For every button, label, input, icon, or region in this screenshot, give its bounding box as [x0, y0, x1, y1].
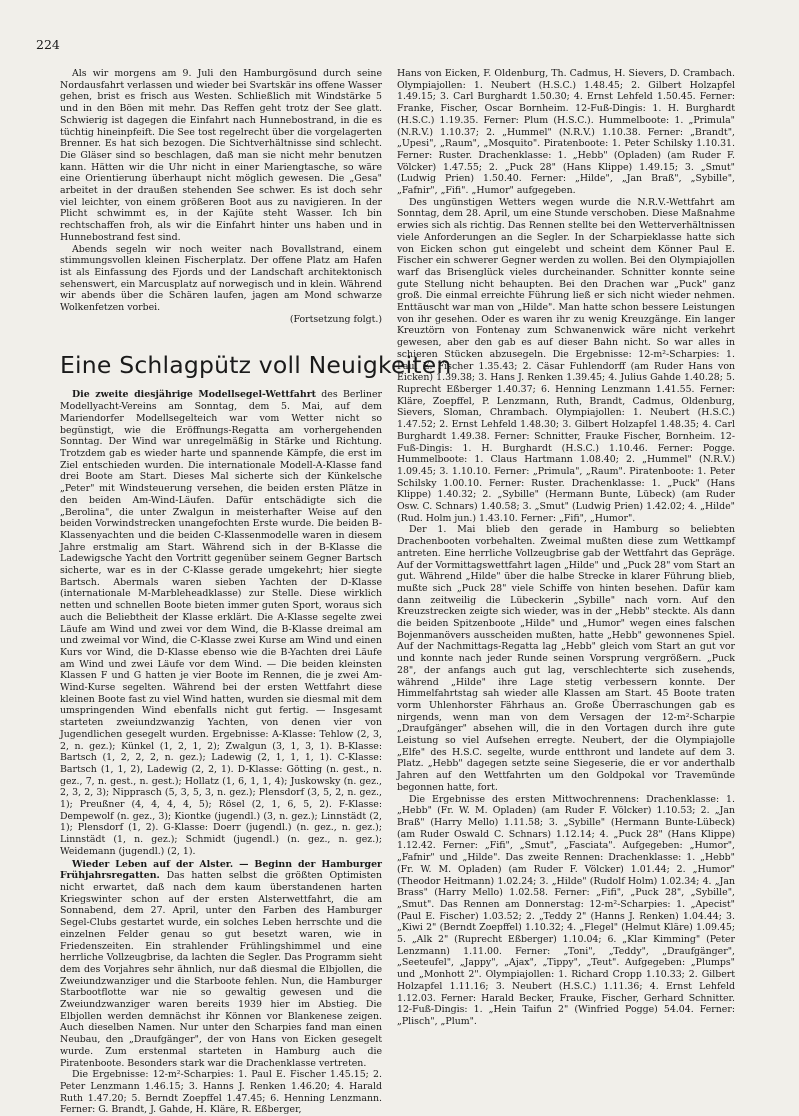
results-paragraph: Die Ergebnisse: 12-m²-Scharpies: 1. Paul E. Fischer 1.45.15; 2. Peter Lenzmann 1.46.15; 3. Hanns J. Renken 1.46.20; 4. Harald Ruth 1.47.20; 5. Berndt Zoepffel 1.47.45; 6. Henning Lenzmann. Ferner: G. Brandt, J. Gahde, H. Kläre, R. Eßberger, — [60, 1069, 382, 1116]
article-body: des Berliner Modellyacht-Vereins am Sonntag, dem 5. Mai, auf dem Mariendorfer Modellsegelteich war vom Wetter nicht so begünstigt, wie die Eröffnungs-Regatta am vorhergehenden Sonntag. Der Wind war unregelmäßig in Stärke und Richtung. Trotzdem gab es wieder harte und spannende Kämpfe, die erst im Ziel entschieden wurden. Die internationale Modell-A-Klasse fand drei Boote am Start. Dieses Mal sicherte sich der Künkelsche „Peter" mit Windsteuerung versehen, die beiden ersten Plätze in den beiden Am-Wind-Läufen. Dafür entschädigte sich die „Berolina", die unter Zwalgun in meisterhafter Weise auf den beiden Vorwindstrecken unangefochten Erste wurde. Die beiden B-Klassenyachten und die beiden C-Klassenmodelle waren in diesem Jahre erstmalig am Start. Während sich in der B-Klasse die Ladewigsche Yacht den Vortritt gegenüber seinem Gegner Bartsch sicherte, war es in der C-Klasse gerade umgekehrt; hier siegte Bartsch. Abermals waren sieben Yachten der D-Klasse (internationale M-Marbleheadklasse) zur Stelle. Diese wirklich netten und schnellen Boote bieten immer guten Sport, woraus sich auch die Beliebtheit der Klasse erklärt. Die A-Klasse segelte zwei Läufe am Wind und zwei vor dem Wind, die B-Klasse dreimal am und zweimal vor Wind, die C-Klasse zwei Kurse am Wind und einen Kurs vor Wind, die D-Klasse ebenso wie die B-Yachten drei Läufe am Wind und zwei Läufe vor dem Wind. — Die beiden kleinsten Klassen F und G hatten je vier Boote im Rennen, die je zwei Am-Wind-Kurse segelten. Während bei der ersten Wettfahrt diese kleinen Boote fast zu viel Wind hatten, wurden sie diesmal mit dem umspringenden Wind ebenfalls nicht gut fertig. — Insgesamt starteten zweiundzwanzig Yachten, von denen vier von Jugendlichen gesegelt wurden. Ergebnisse: A-Klasse: Tehlow (2, 3, 2, n. gez.); Künkel (1, 2, 1, 2); Zwalgun (3, 1, 3, 1). B-Klasse: Bartsch (1, 2, 2, 2, n. gez.); Ladewig (2, 1, 1, 1, 1). C-Klasse: Bartsch (1, 1, 2), Ladewig (2, 2, 1). D-Klasse: Götting (n. gest., n. gez., 7, n. gest., n. gest.); Hollatz (1, 6, 1, 1, 4); Juskowsky (n. gez., 2, 3, 2, 3); Nipprasch (5, 3, 5, 3, n. gez.); Plensdorf (3, 5, 2, n. gez., 1); Preußner (4, 4, 4, 4, 5); Rösel (2, 1, 6, 5, 2). F-Klasse: Dempewolf (n. gez., 3); Kiontke (jugendl.) (3, n. gez.); Linnstädt (2, 1); Plensdorf (1, 2). G-Klasse: Doerr (jugendl.) (n. gez., n. gez.); Linnstädt (1, n. gez.); Schmidt (jugendl.) (n. gez., n. gez.); Weidemann (jugendl.) (2, 1). — [60, 389, 382, 857]
left-column — [60, 68, 452, 1116]
article-paragraph — [60, 859, 382, 1070]
results-continuation: Hans von Eicken, F. Oldenburg, Th. Cadmus, H. Sievers, D. Crambach. Olympiajollen: 1. Neubert (H.S.C.) 1.48.45; 2. Gilbert Holzapfel 1.49.15; 3. Carl Burghardt 1.50.30; 4. Ernst Lehfeld 1.50.45. Ferner: Franke, Fischer, Oscar Bornheim. 12-Fuß-Dingis: 1. H. Burghardt (H.S.C.) 1.19.35. Ferner: Plum (H.S.C.). Hummelboote: 1. „Primula" (N.R.V.) 1.10.37; 2. „Hummel" (N.R.V.) 1.10.38. Ferner: „Brandt", „Upesi", „Raum", „Mosquito". Piratenboote: 1. Peter Schilsky 1.10.31. Ferner: Ruster. Drachenklasse: 1. „Hebb" (Opladen) (am Ruder F. Völcker) 1.47.55; 2. „Puck 28" (Hans Klippe) 1.49.15; 3. „Smut" (Ludwig Prien) 1.50.40. Ferner: „Hilde", „Jan Braß", „Sybille", „Fafnir", „Fifi". „Humor" aufgegeben. — [397, 68, 735, 197]
travel-paragraph: Abends segeln wir noch weiter nach Bovallstrand, einem stimmungsvollen kleinen Fischerplatz. Der offene Platz am Hafen ist als Einfassung des Fjords und der Landschaft architektonisch sehenswert, ein Marcusplatz auf norwegisch und in klein. Während wir abends über die Schären laufen, jagen am Mond schwarze Wolkenfetzen vorbei. — [60, 243, 382, 314]
section-lead: Wieder Leben auf der Alster. — Beginn der Hamburger Frühjahrsregatten. — [60, 858, 382, 882]
article-lead: Die zweite diesjährige Modellsegel-Wettfahrt — [72, 389, 316, 401]
article-paragraph: Der 1. Mai blieb den gerade in Hamburg so beliebten Drachenbooten vorbehalten. Zweimal mußten diese zum Wettkampf antreten. Eine herrliche Vollzeugbrise gab der Wettfahrt das Gepräge. Auf der Vormittagswettfahrt lagen „Hilde" und „Puck 28" vom Start an gut. Während „Hilde" über die halbe Strecke in klarer Führung blieb, mußte sich „Puck 28" viele Schiffe von hinten besehen. Dafür kam dann zeitweilig die Lübeckerin „Sybille" nach vorn. Auf den Kreuzstrecken zeigte sich wieder, was in der „Hebb" steckte. Als dann die beiden Spitzenboote „Hilde" und „Humor" wegen eines falschen Bojenmanövers ausscheiden mußten, hatte „Hebb" gewonnenes Spiel. Auf der Nachmittags-Regatta lag „Hebb" gleich vom Start an gut vor und konnte nach jeder Runde seinen Vorsprung vergrößern. „Puck 28", der anfangs auch gut lag, verschlechterte sich zusehends, während „Hilde" ihre Lage stetig verbessern konnte. Der Himmelfahrtstag sah wieder alle Klassen am Start. 45 Boote traten vorm Uhlenhorster Fährhaus an. Große Überraschungen gab es nirgends, wenn man von dem Versagen der 12-m²-Scharpie „Draufgänger" absehen will, die in den Vortagen durch ihre gute Leistung so viel Aufsehen erregte. Neubert, der die Olympiajolle „Elfe" des H.S.C. segelte, wurde entthront und landete auf dem 3. Platz. „Hebb" dagegen setzte seine Siegeserie, die er vor anderthalb Jahren auf den Wettfahrten um den Goldpokal vor Travemünde begonnen hatte, fort. — [397, 524, 735, 793]
travel-paragraph: Als wir morgens am 9. Juli den Hamburgösund durch seine Nordausfahrt verlassen und wieder bei Svartskär ins offene Wasser gehen, brist es frisch aus Westen. Schließlich mit Windstärke 5 und in den Böen mit mehr. Das Reffen geht trotz der See glatt. Schwierig ist dagegen die Einfahrt nach Hunnebostrand, in die es tüchtig hineinpfeift. Die See tost regelrecht über die vorgelagerten Brenner. Es hat sich bezogen. Die Sichtverhältnisse sind schlecht. Die Gläser sind so beschlagen, daß man sie nicht mehr benutzen kann. Hätten wir die Uhr nicht in einer Mariengtasche, so wäre eine Orientierung überhaupt nicht möglich gewesen. Die „Gesa" arbeitet in der draußen stehenden See schwer. Es ist doch sehr viel leichter, von einem größeren Boot aus zu navigieren. In der Plicht schwimmt es, in der Kajüte steht Wasser. Ich bin rechtschaffen froh, als wir die Einfahrt hinter uns haben und in Hunnebostrand fest sind. — [60, 68, 382, 243]
section-body: Das hatten selbst die größten Optimisten nicht erwartet, daß nach dem kaum überstandenen harten Kriegswinter schon auf der ersten Alsterwettfahrt, die am Sonnabend, dem 27. April, unter den Farben des Hamburger Segel-Clubs gestartet wurde, ein solches Leben herrschte und die einzelnen Felder genau so gut besetzt waren, wie in Friedenszeiten. Ein strahlender Frühlingshimmel und eine herrliche Vollzeugbrise, da lachten die Segler. Das Programm sieht dem des Vorjahres sehr ähnlich, nur daß diesmal die Elbjollen, die Zweiundzwanziger und die Starboote fehlen. Nun, die Hamburger Starbootflotte war nie so gewaltig gewesen und die Zweiundzwanziger waren bereits 1939 hier im Abstieg. Die Elbjollen werden demnächst ihr Können vor Blankenese zeigen. Auch dieselben Namen. Nur unter den Scharpies fand man einen Neubau, den „Draufgänger", der von Hans von Eicken gesegelt wurde. Zum erstenmal starteten in Hamburg auch die Piratenboote. Besonders stark war die Drachenklasse vertreten. — [60, 870, 382, 1069]
page-number: 224 — [36, 37, 60, 52]
continued-note: (Fortsetzung folgt.) — [289, 313, 382, 325]
article-paragraph — [60, 389, 382, 857]
right-column — [397, 68, 735, 1028]
article-paragraph: Des ungünstigen Wetters wegen wurde die N.R.V.-Wettfahrt am Sonntag, dem 28. April, um eine Stunde verschoben. Diese Maßnahme erwies sich als richtig. Das Rennen stellte bei den Wetterverhältnissen viele Anforderungen an die Segler. In der Scharpieklasse hatte sich von Eicken schon gut eingelebt und scheint dem Könner Paul E. Fischer ein schwerer Gegner werden zu wollen. Bei den Olympiajollen warf das Brisenglück vieles durcheinander. Schnitter konnte seine gute Stellung nicht behaupten. Bei den Drachen war „Puck" ganz groß. Die einmal erreichte Führung ließ er sich nicht wieder nehmen. Enttäuscht war man von „Hilde". Man hatte schon bessere Leistungen von ihr gesehen. Oder es waren ihr zu wenig Kreuzgänge. Ein langer Kreuztörn von Fontenay zum Schwanenwick wäre nicht verkehrt gewesen, aber den gab es auf dieser Bahn nicht. So war alles in schieren Stücken abzusegeln. Die Ergebnisse: 12-m²-Scharpies: 1. Paul E. Fischer 1.35.43; 2. Cäsar Fuhlendorff (am Ruder Hans von Eicken) 1.39.38; 3. Hans J. Renken 1.39.45; 4. Julius Gahde 1.40.28; 5. Ruprecht Eßberger 1.40.37; 6. Henning Lenzmann 1.41.55. Ferner: Kläre, Zoepffel, P. Lenzmann, Ruth, Brandt, Cadmus, Oldenburg, Sievers, Sloman, Chrambach. Olympiajollen: 1. Neubert (H.S.C.) 1.47.52; 2. Ernst Lehfeld 1.48.30; 3. Gilbert Holzapfel 1.48.35; 4. Carl Burghardt 1.49.38. Ferner: Schnitter, Frauke Fischer, Bornheim. 12-Fuß-Dingis: 1. H. Burghardt (H.S.C.) 1.10.46. Ferner: Pogge. Hummelboote: 1. Claus Hartmann 1.08.40; 2. „Hummel" (N.R.V.) 1.09.45; 3. 1.10.10. Ferner: „Primula", „Raum". Piratenboote: 1. Peter Schilsky 1.00.10. Ferner: Ruster. Drachenklasse: 1. „Puck" (Hans Klippe) 1.40.32; 2. „Sybille" (Hermann Bunte, Lübeck) (am Ruder Osw. C. Schnars) 1.40.58; 3. „Smut" (Ludwig Prien) 1.42.02; 4. „Hilde" (Rud. Holm jun.) 1.43.10. Ferner: „Fifi", „Humor". — [397, 196, 735, 524]
article-headline: Eine Schlagpütz voll Neuigkeiten — [60, 351, 452, 380]
results-paragraph: Die Ergebnisse des ersten Mittwochrennens: Drachenklasse: 1. „Hebb" (Fr. W. M. Opladen) (am Ruder F. Völcker) 1.10.53; 2. „Jan Braß" (Harry Mello) 1.11.58; 3. „Sybille" (Hermann Bunte-Lübeck) (am Ruder Oswald C. Schnars) 1.12.14; 4. „Puck 28" (Hans Klippe) 1.12.42. Ferner: „Fifi", „Smut", „Fasciata". Aufgegeben: „Humor", „Fafnir" und „Hilde". Das zweite Rennen: Drachenklasse: 1. „Hebb" (Fr. W. M. Opladen) (am Ruder F. Völcker) 1.01.44; 2. „Humor" (Theodor Heitmann) 1.02.24; 3. „Hilde" (Rudolf Holm) 1.02.34; 4. „Jan Brass" (Harry Mello) 1.02.58. Ferner: „Fifi", „Puck 28", „Sybille", „Smut". Das Rennen am Donnerstag: 12-m²-Scharpies: 1. „Apecist" (Paul E. Fischer) 1.03.52; 2. „Teddy 2" (Hanns J. Renken) 1.04.44; 3. „Kiwi 2" (Berndt Zoepffel) 1.10.32; 4. „Flegel" (Helmut Kläre) 1.09.45; 5. „Alk 2" (Ruprecht Eßberger) 1.10.04; 6. „Klar Kimming" (Peter Lenzmann) 1.11.00. Ferner: „Toni", „Teddy", „Draufgänger", „Seeteufel", „Jappy", „Ajax", „Tippy", „Teut". Aufgegeben: „Plumps" und „Monhott 2". Olympiajollen: 1. Richard Cropp 1.10.33; 2. Gilbert Holzapfel 1.11.16; 3. Neubert (H.S.C.) 1.11.36; 4. Ernst Lehfeld 1.12.03. Ferner: Harald Becker, Frauke, Fischer, Gerhard Schnitter. 12-Fuß-Dingis: 1. „Hein Taifun 2" (Winfried Pogge) 54.04. Ferner: „Plisch", „Plum". — [397, 793, 735, 1027]
